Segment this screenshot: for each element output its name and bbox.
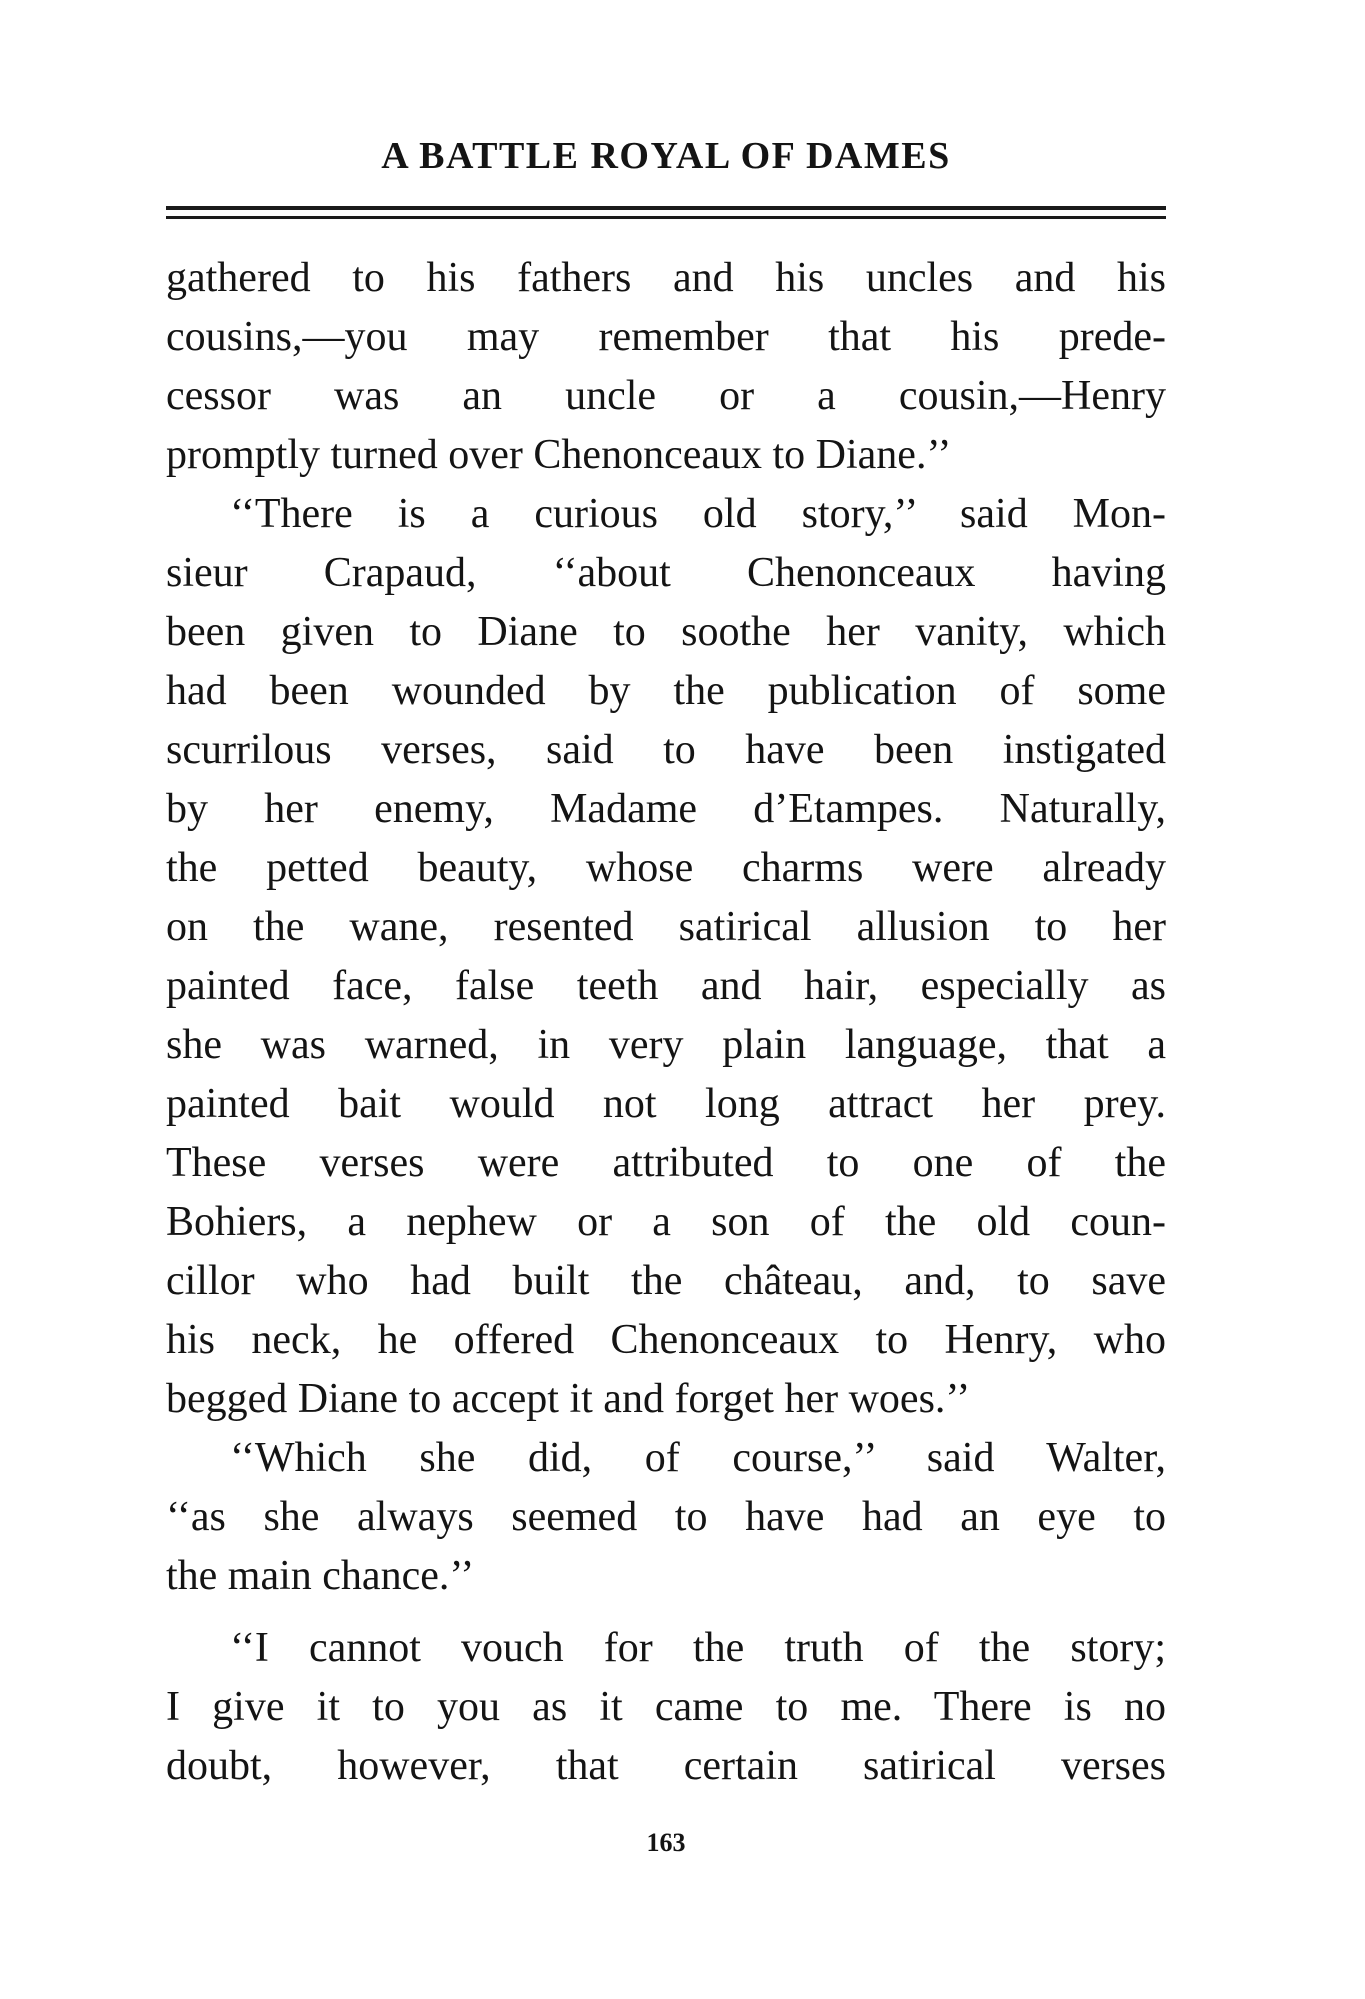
text-line: the petted beauty, whose charms were already (166, 845, 1166, 891)
text-line: begged Diane to accept it and forget her woes.’’ (166, 1376, 971, 1422)
text-line: ‘‘There is a curious old story,’’ said Mon- (230, 491, 1166, 537)
text-line: by her enemy, Madame d’Etampes. Naturally, (166, 786, 1166, 832)
text-line: cessor was an uncle or a cousin,—Henry (166, 373, 1166, 419)
text-line: his neck, he offered Chenonceaux to Henry, who (166, 1317, 1166, 1363)
text-line: she was warned, in very plain language, that a (166, 1022, 1166, 1068)
text-line: promptly turned over Chenonceaux to Diane.’’ (166, 432, 952, 478)
text-line: ‘‘Which she did, of course,’’ said Walter, (230, 1435, 1166, 1481)
header-rule-thick (166, 206, 1166, 210)
text-line: on the wane, resented satirical allusion to her (166, 904, 1166, 950)
text-line: ‘‘I cannot vouch for the truth of the story; (230, 1625, 1166, 1671)
text-line: the main chance.’’ (166, 1553, 475, 1599)
header-rule-thin (166, 216, 1166, 219)
running-head: A BATTLE ROYAL OF DAMES (381, 135, 951, 177)
text-line: been given to Diane to soothe her vanity, which (166, 609, 1166, 655)
page-number: 163 (646, 1828, 686, 1857)
text-line: gathered to his fathers and his uncles and his (166, 255, 1166, 301)
text-line: sieur Crapaud, ‘‘about Chenonceaux having (166, 550, 1166, 596)
text-line: scurrilous verses, said to have been instigated (166, 727, 1166, 773)
text-line: cillor who had built the château, and, to save (166, 1258, 1166, 1304)
text-line: I give it to you as it came to me. There is no (166, 1684, 1166, 1730)
body-text (166, 249, 1166, 1796)
text-line: cousins,—you may remember that his prede- (166, 314, 1166, 360)
text-line: These verses were attributed to one of the (166, 1140, 1166, 1186)
text-line: had been wounded by the publication of some (166, 668, 1166, 714)
text-line: ‘‘as she always seemed to have had an eye to (166, 1494, 1166, 1540)
text-line: painted bait would not long attract her prey. (166, 1081, 1166, 1127)
text-line: Bohiers, a nephew or a son of the old coun- (166, 1199, 1166, 1245)
text-line: painted face, false teeth and hair, especially as (166, 963, 1166, 1009)
text-line: doubt, however, that certain satirical verses (166, 1743, 1166, 1789)
